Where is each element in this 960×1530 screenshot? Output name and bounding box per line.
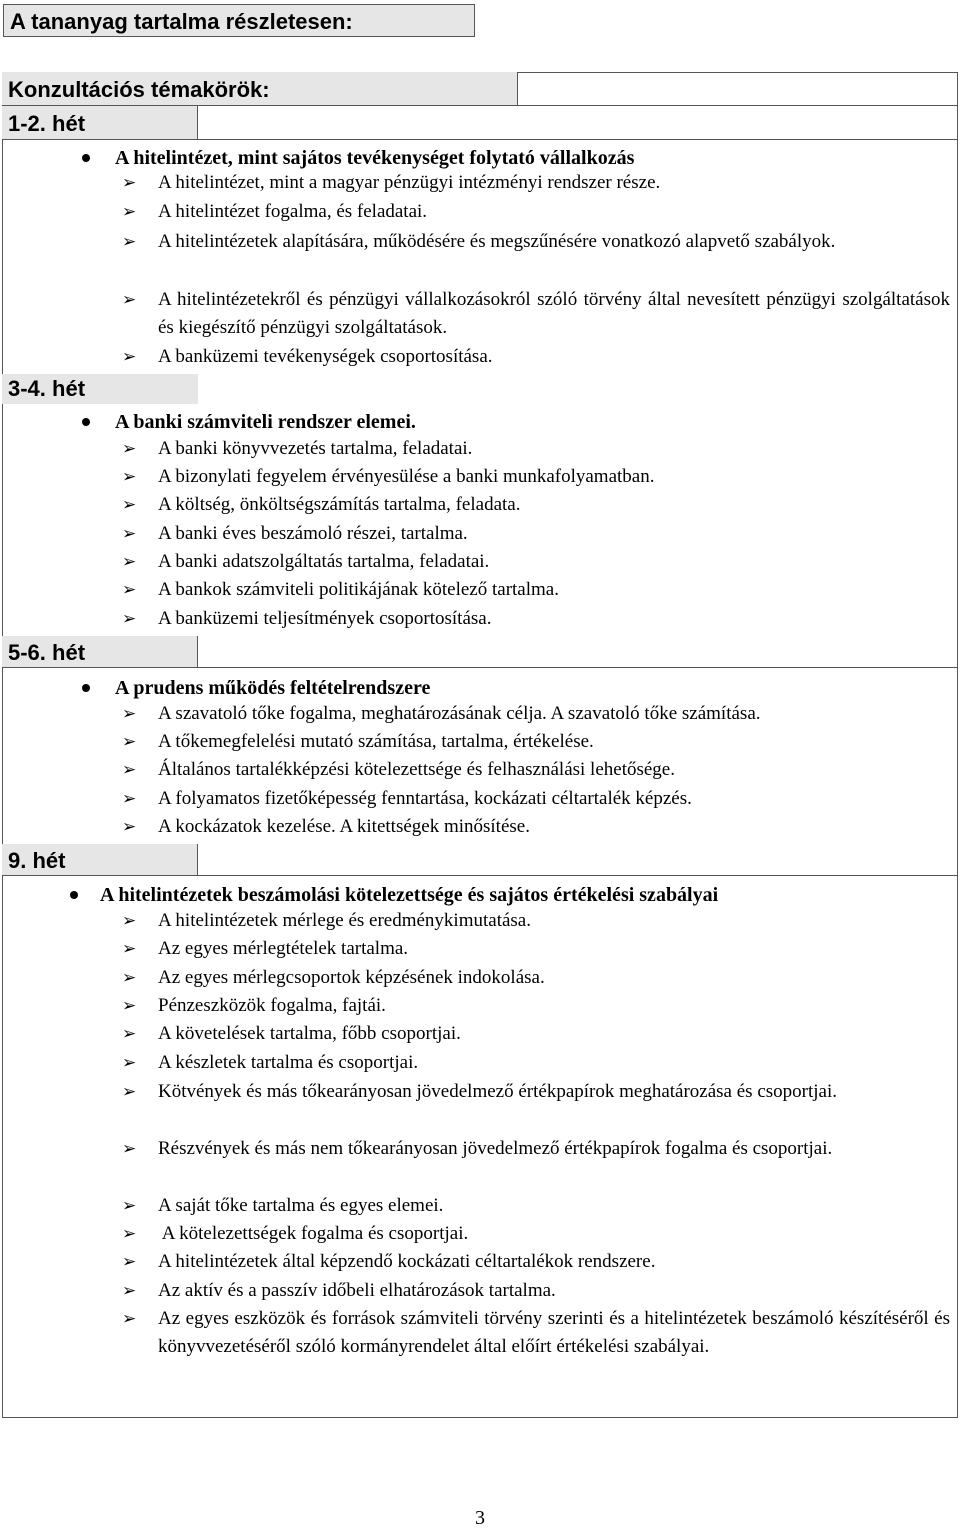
list-item: A hitelintézetek alapítására, működésére és megszűnésére vonatkozó alapvető szabályok. (158, 231, 836, 252)
week-label-2: 3-4. hét (2, 374, 198, 404)
arrow-bullet-icon: ➢ (122, 1024, 137, 1044)
arrow-bullet-icon: ➢ (122, 495, 137, 515)
arrow-bullet-icon: ➢ (122, 817, 137, 837)
page-heading: A tananyag tartalma részletesen: (3, 4, 475, 37)
arrow-bullet-icon: ➢ (122, 202, 137, 222)
list-item: Az egyes mérlegcsoportok képzésének indokolása. (158, 967, 545, 988)
section-topic-2: A banki számviteli rendszer elemei. (115, 411, 416, 433)
arrow-bullet-icon: ➢ (122, 1053, 137, 1073)
list-item: A hitelintézet fogalma, és feladatai. (158, 201, 428, 222)
list-item: A követelések tartalma, főbb csoportjai. (158, 1023, 461, 1044)
list-item: A szavatoló tőke fogalma, meghatározásának célja. A szavatoló tőke számítása. (158, 703, 761, 724)
list-item: A hitelintézetek mérlege és eredménykimutatása. (158, 910, 531, 931)
consult-heading-rest (518, 72, 958, 106)
week-label-1: 1-2. hét (2, 106, 198, 140)
arrow-bullet-icon: ➢ (122, 704, 137, 724)
list-item: A bizonylati fegyelem érvényesülése a banki munkafolyamatban. (158, 466, 655, 487)
list-item: A hitelintézetek által képzendő kockázati céltartalékok rendszere. (158, 1251, 656, 1272)
bullet-icon (82, 684, 90, 692)
list-item: A banki adatszolgáltatás tartalma, feladatai. (158, 551, 490, 572)
list-item: Az aktív és a passzív időbeli elhatározások tartalma. (158, 1280, 556, 1301)
section-topic-4: A hitelintézetek beszámolási kötelezettsége és sajátos értékelési szabályai (100, 884, 719, 906)
arrow-bullet-icon: ➢ (122, 996, 137, 1016)
bullet-icon (70, 891, 78, 899)
list-item: A kockázatok kezelése. A kitettségek minősítése. (158, 816, 530, 837)
arrow-bullet-icon: ➢ (122, 1309, 137, 1329)
arrow-bullet-icon: ➢ (122, 439, 137, 459)
list-item: Pénzeszközök fogalma, fajtái. (158, 995, 386, 1016)
bullet-icon (82, 154, 90, 162)
arrow-bullet-icon: ➢ (122, 1082, 137, 1102)
arrow-bullet-icon: ➢ (122, 1252, 137, 1272)
arrow-bullet-icon: ➢ (122, 609, 137, 629)
list-item: A saját tőke tartalma és egyes elemei. (158, 1195, 444, 1216)
arrow-bullet-icon: ➢ (122, 290, 137, 310)
list-item: A banki éves beszámoló részei, tartalma. (158, 523, 468, 544)
list-item: A hitelintézet, mint a magyar pénzügyi intézményi rendszer része. (158, 172, 661, 193)
arrow-bullet-icon: ➢ (122, 968, 137, 988)
arrow-bullet-icon: ➢ (122, 467, 137, 487)
arrow-bullet-icon: ➢ (122, 1196, 137, 1216)
arrow-bullet-icon: ➢ (122, 232, 137, 252)
arrow-bullet-icon: ➢ (122, 347, 137, 367)
list-item: A banküzemi tevékenységek csoportosítása. (158, 346, 493, 367)
list-item: A banki könyvvezetés tartalma, feladatai. (158, 438, 473, 459)
week-header-rest-1 (198, 106, 958, 140)
arrow-bullet-icon: ➢ (122, 939, 137, 959)
list-item: Az egyes eszközök és források számviteli törvény szerinti és a hitelintézetek beszámoló készítéséről és könyvvezetéséről szóló kormányrendelet által előírt értékelési szabályai. (158, 1308, 950, 1357)
list-item: Kötvények és más tőkearányosan jövedelmező értékpapírok meghatározása és csoportjai. (158, 1081, 837, 1102)
list-item: A kötelezettségek fogalma és csoportjai. (158, 1223, 469, 1244)
arrow-bullet-icon: ➢ (122, 789, 137, 809)
arrow-bullet-icon: ➢ (122, 732, 137, 752)
week-label-4: 9. hét (2, 844, 198, 876)
list-item: A költség, önköltségszámítás tartalma, feladata. (158, 494, 521, 515)
list-item: Részvények és más nem tőkearányosan jövedelmező értékpapírok fogalma és csoportjai. (158, 1138, 833, 1159)
list-item: A banküzemi teljesítmények csoportosítása. (158, 608, 492, 629)
list-item: A bankok számviteli politikájának kötelező tartalma. (158, 579, 559, 600)
arrow-bullet-icon: ➢ (122, 524, 137, 544)
list-item: A tőkemegfelelési mutató számítása, tartalma, értékelése. (158, 731, 594, 752)
bullet-icon (82, 418, 90, 426)
week-header-rest-3 (198, 636, 958, 668)
section-topic-1: A hitelintézet, mint sajátos tevékenységet folytató vállalkozás (115, 147, 635, 169)
list-item: A hitelintézetekről és pénzügyi vállalkozásokról szóló törvény által nevesített pénzügyi szolgáltatások és kiegészítő pénzügyi szolgáltatások. (158, 289, 950, 338)
arrow-bullet-icon: ➢ (122, 1281, 137, 1301)
week-header-rest-4 (198, 844, 958, 876)
list-item: A készletek tartalma és csoportjai. (158, 1052, 419, 1073)
section-topic-3: A prudens működés feltételrendszere (115, 677, 431, 699)
arrow-bullet-icon: ➢ (122, 1224, 137, 1244)
list-item: Az egyes mérlegtételek tartalma. (158, 938, 409, 959)
arrow-bullet-icon: ➢ (122, 911, 137, 931)
page-number: 3 (475, 1507, 485, 1529)
list-item: A folyamatos fizetőképesség fenntartása, kockázati céltartalék képzés. (158, 788, 692, 809)
list-item: Általános tartalékképzési kötelezettsége és felhasználási lehetősége. (158, 759, 675, 780)
arrow-bullet-icon: ➢ (122, 552, 137, 572)
arrow-bullet-icon: ➢ (122, 1139, 137, 1159)
week-label-3: 5-6. hét (2, 636, 198, 668)
arrow-bullet-icon: ➢ (122, 173, 137, 193)
arrow-bullet-icon: ➢ (122, 760, 137, 780)
arrow-bullet-icon: ➢ (122, 580, 137, 600)
consult-heading: Konzultációs témakörök: (2, 72, 518, 106)
